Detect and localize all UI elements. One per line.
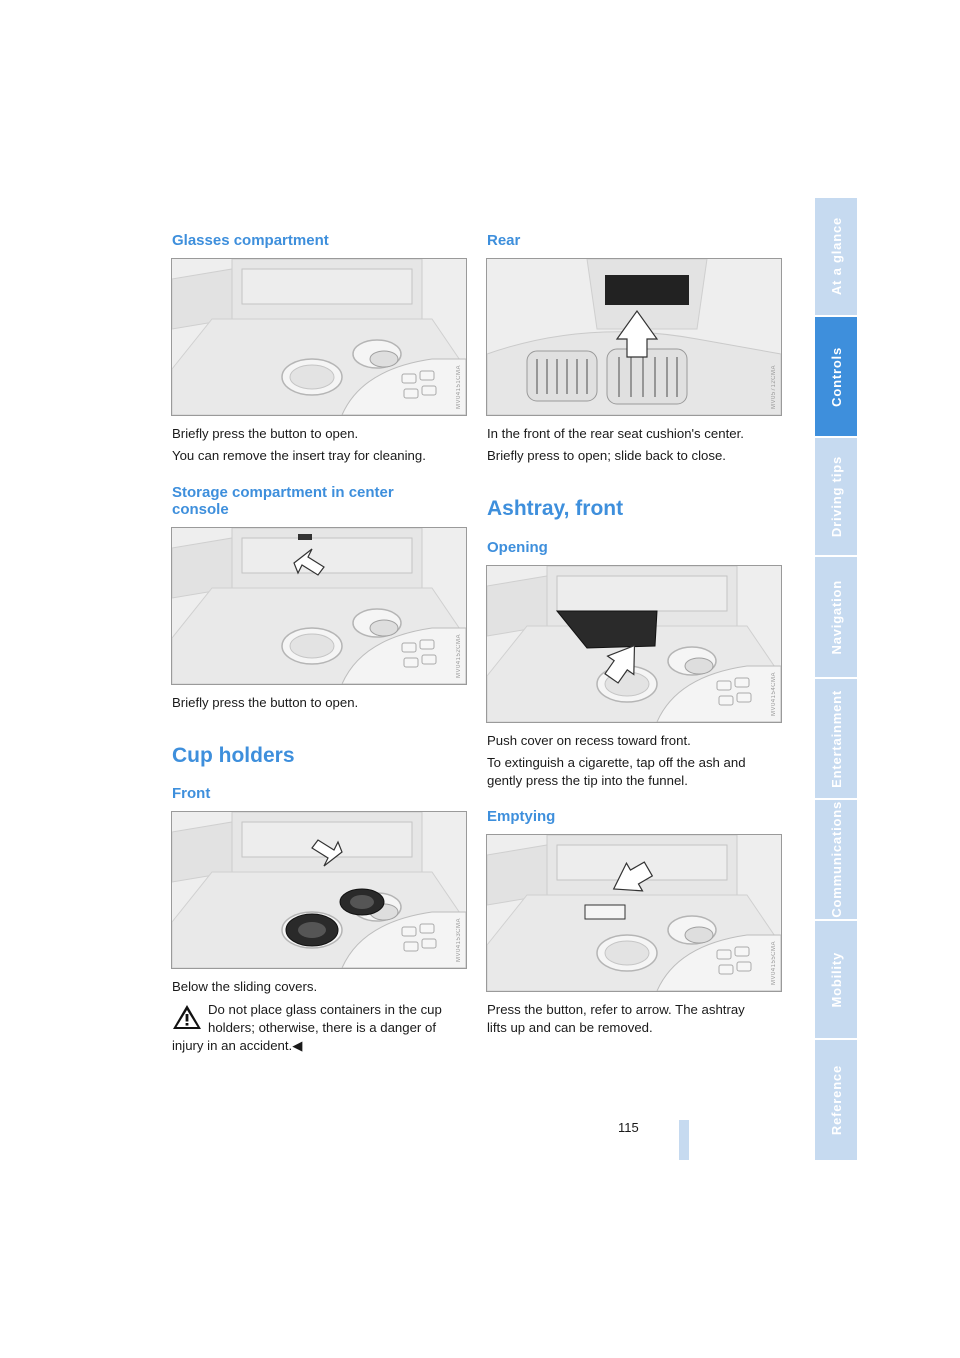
- page-number-bar: [679, 1120, 689, 1160]
- page-number: 115: [618, 1120, 639, 1135]
- opening-heading: Opening: [487, 539, 548, 556]
- side-tab-label: Driving tips: [828, 455, 844, 538]
- warning-text-line2: holders; otherwise, there is a danger of: [208, 1020, 436, 1035]
- emptying-illustration: [486, 834, 782, 992]
- emptying-text-line2: lifts up and can be removed.: [487, 1020, 653, 1035]
- image-code: MV04151CMA: [456, 364, 462, 409]
- warning-text-line1: Do not place glass containers in the cup: [208, 1002, 442, 1017]
- side-tab-driving-tips[interactable]: [815, 438, 857, 555]
- emptying-text-line1: Press the button, refer to arrow. The ashtray: [487, 1002, 745, 1017]
- glasses-illustration: [171, 258, 467, 416]
- side-tab-mobility[interactable]: [815, 921, 857, 1038]
- cup-holders-heading: Cup holders: [172, 744, 295, 767]
- storage-heading-line2: console: [172, 501, 229, 518]
- end-mark: ◀: [292, 1038, 303, 1053]
- warning-text-line3: [172, 1037, 302, 1055]
- side-tab-entertainment[interactable]: [815, 679, 857, 798]
- image-code: MV05712CMA: [771, 364, 777, 409]
- glasses-text-1: Briefly press the button to open.: [172, 426, 359, 441]
- side-tab-controls[interactable]: [815, 317, 857, 436]
- side-tab-label: At a glance: [828, 217, 844, 296]
- opening-text-2-line2: gently press the tip into the funnel.: [487, 773, 688, 788]
- ashtray-heading: Ashtray, front: [487, 497, 624, 520]
- glasses-text-2: You can remove the insert tray for cleaning.: [172, 448, 426, 463]
- side-tab-label: Mobility: [828, 951, 844, 1008]
- cup-holders-text-1: Below the sliding covers.: [172, 979, 318, 994]
- image-code: MV04152CMA: [456, 633, 462, 678]
- rear-illustration: [486, 258, 782, 416]
- opening-illustration: [486, 565, 782, 723]
- side-tab-label: Navigation: [828, 579, 844, 655]
- warning-icon: [172, 1003, 202, 1036]
- image-code: MV04153CMA: [456, 917, 462, 962]
- warning-text-line3-content: injury in an accident.: [172, 1038, 293, 1053]
- storage-heading-line1: Storage compartment in center: [172, 484, 394, 501]
- rear-heading: Rear: [487, 232, 521, 249]
- rear-text-1: In the front of the rear seat cushion's center.: [487, 426, 744, 441]
- glasses-heading: Glasses compartment: [172, 232, 329, 249]
- side-tab-label: Controls: [828, 346, 844, 407]
- side-tab-communications[interactable]: [815, 800, 857, 919]
- opening-text-1: Push cover on recess toward front.: [487, 733, 691, 748]
- emptying-heading: Emptying: [487, 808, 556, 825]
- image-code: MV04155CMA: [771, 940, 777, 985]
- rear-text-2: Briefly press to open; slide back to close.: [487, 448, 726, 463]
- side-tab-label: Reference: [828, 1064, 844, 1136]
- storage-text-1: Briefly press the button to open.: [172, 695, 359, 710]
- side-tab-navigation[interactable]: [815, 557, 857, 677]
- opening-text-2-line1: To extinguish a cigarette, tap off the ash and: [487, 755, 746, 770]
- side-tab-at-a-glance[interactable]: [815, 198, 857, 315]
- front-heading: Front: [172, 785, 211, 802]
- side-tab-reference[interactable]: [815, 1040, 857, 1160]
- cup-holders-illustration: [171, 811, 467, 969]
- side-tab-label: Communications: [828, 801, 844, 918]
- image-code: MV04154CMA: [771, 671, 777, 716]
- storage-illustration: [171, 527, 467, 685]
- side-tab-label: Entertainment: [828, 689, 844, 788]
